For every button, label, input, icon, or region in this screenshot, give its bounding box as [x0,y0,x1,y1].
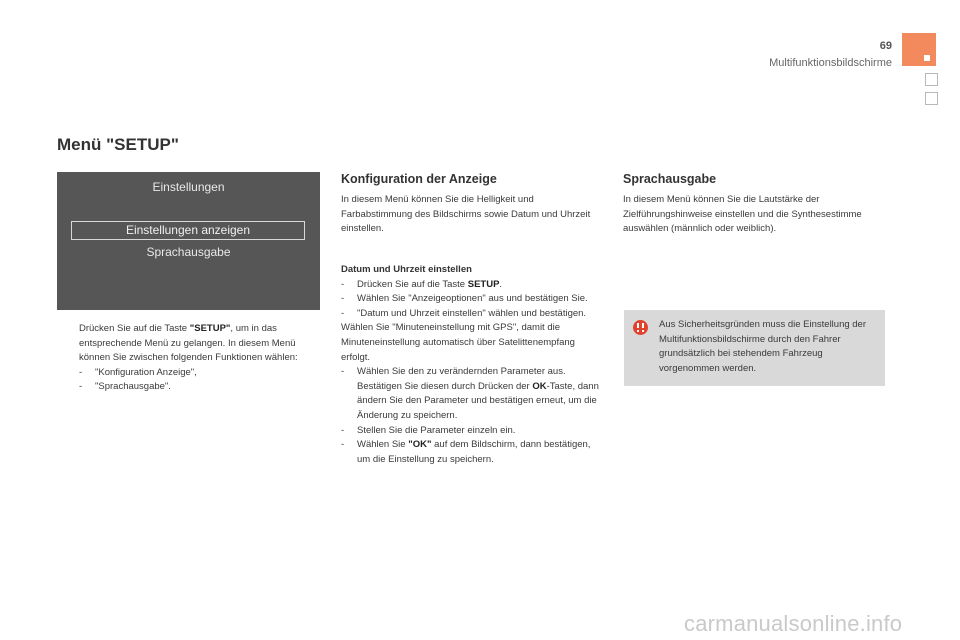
list-item-text: . [499,278,503,290]
instruction-text: Drücken Sie auf die Taste [79,323,190,334]
warning-icon [633,320,648,335]
instruction-paragraph [60,322,325,366]
display-screen-illustration [57,172,320,310]
list-item: - Drücken Sie auf die Taste SETUP. [341,278,503,290]
gps-note: Wählen Sie "Minuteneinstellung mit GPS", damit die Minuteneinstellung automatisch über Satelittenempfang erfolgt. [341,322,575,363]
list-item: - Wählen Sie "OK" auf dem Bildschirm, dann bestätigen, um die Einstellung zu speichern. [341,439,591,465]
list-item: - "Konfiguration Anzeige", [79,366,197,378]
screen-menu-title: Einstellungen [152,180,225,194]
subsection-heading: Datum und Uhrzeit einstellen [341,264,472,275]
date-time-instructions [341,263,603,467]
instruction-text: , um in das entsprechende Menü zu gelangen. In diesem Menü können Sie zwischen folgenden Funktionen wählen: [79,323,298,364]
screen-menu-item: Sprachausgabe [146,245,231,259]
section-intro: In diesem Menü können Sie die Helligkeit und Farbabstimmung des Bildschirms sowie Datum und Uhrzeit einstellen. [341,194,591,235]
watermark: carmanualsonline.info [684,611,903,636]
setup-instructions [60,322,325,395]
list-item-text: "Datum und Uhrzeit einstellen" wählen und bestätigen. [357,307,587,319]
key-label: "SETUP" [189,323,231,334]
list-item-text: Stellen Sie die Parameter einzeln ein. [357,424,516,436]
chapter-tab [902,33,936,66]
list-item-text: auf dem Bildschirm, dann bestätigen, um die Einstellung zu speichern. [357,439,591,465]
list-item-text: Wählen Sie den zu verändernden Parameter aus. Bestätigen Sie diesen durch Drücken der [357,366,566,392]
list-item: - Stellen Sie die Parameter einzeln ein. [341,424,516,436]
list-item: - "Datum und Uhrzeit einstellen" wählen und bestätigen. [341,307,587,319]
warning-text: Aus Sicherheitsgründen muss die Einstellung der Multifunktionsbildschirme durch den Fahrer grundsätzlich bei stehendem Fahrzeug vorgenommen werden. [659,319,867,374]
square-outline-icon [925,92,938,105]
square-outline-icon [925,73,938,86]
list-item-text: Wählen Sie "Anzeigeoptionen" aus und bestätigen Sie. [357,293,588,305]
square-icon [924,55,930,61]
screen-menu-item-selected: Einstellungen anzeigen [71,221,305,240]
section-intro: In diesem Menü können Sie die Lautstärke der Zielführungshinweise einstellen und die Synthesestimme auswählen (männlich oder weiblich). [623,194,862,235]
list-item: - Wählen Sie den zu verändernden Parameter aus. Bestätigen Sie diesen durch Drücken der OK-Taste, dann ändern Sie den Parameter und bestätigen erneut, um die Änderung zu speichern. [341,366,599,421]
list-item-text: "Sprachausgabe". [95,381,171,393]
key-label: "OK" [408,439,432,451]
list-item-text: Drücken Sie auf die Taste [357,278,468,290]
list-item-text: "Konfiguration Anzeige", [95,366,197,378]
list-item: - Wählen Sie "Anzeigeoptionen" aus und bestätigen Sie. [341,293,588,305]
key-label: SETUP [467,278,500,290]
list-item: - "Sprachausgabe". [79,381,171,393]
list-item-text: Wählen Sie [357,439,409,451]
section-heading: Sprachausgabe [623,172,717,186]
key-label: OK [532,380,547,392]
section-heading: Konfiguration der Anzeige [341,172,497,186]
page-number: 69 [879,40,892,52]
section-title: Multifunktionsbildschirme [769,57,892,69]
page-title: Menü "SETUP" [57,135,179,154]
list-item-text: -Taste, dann ändern Sie den Parameter und bestätigen erneut, um die Änderung zu speichern. [357,380,599,421]
safety-warning-box [624,310,885,386]
